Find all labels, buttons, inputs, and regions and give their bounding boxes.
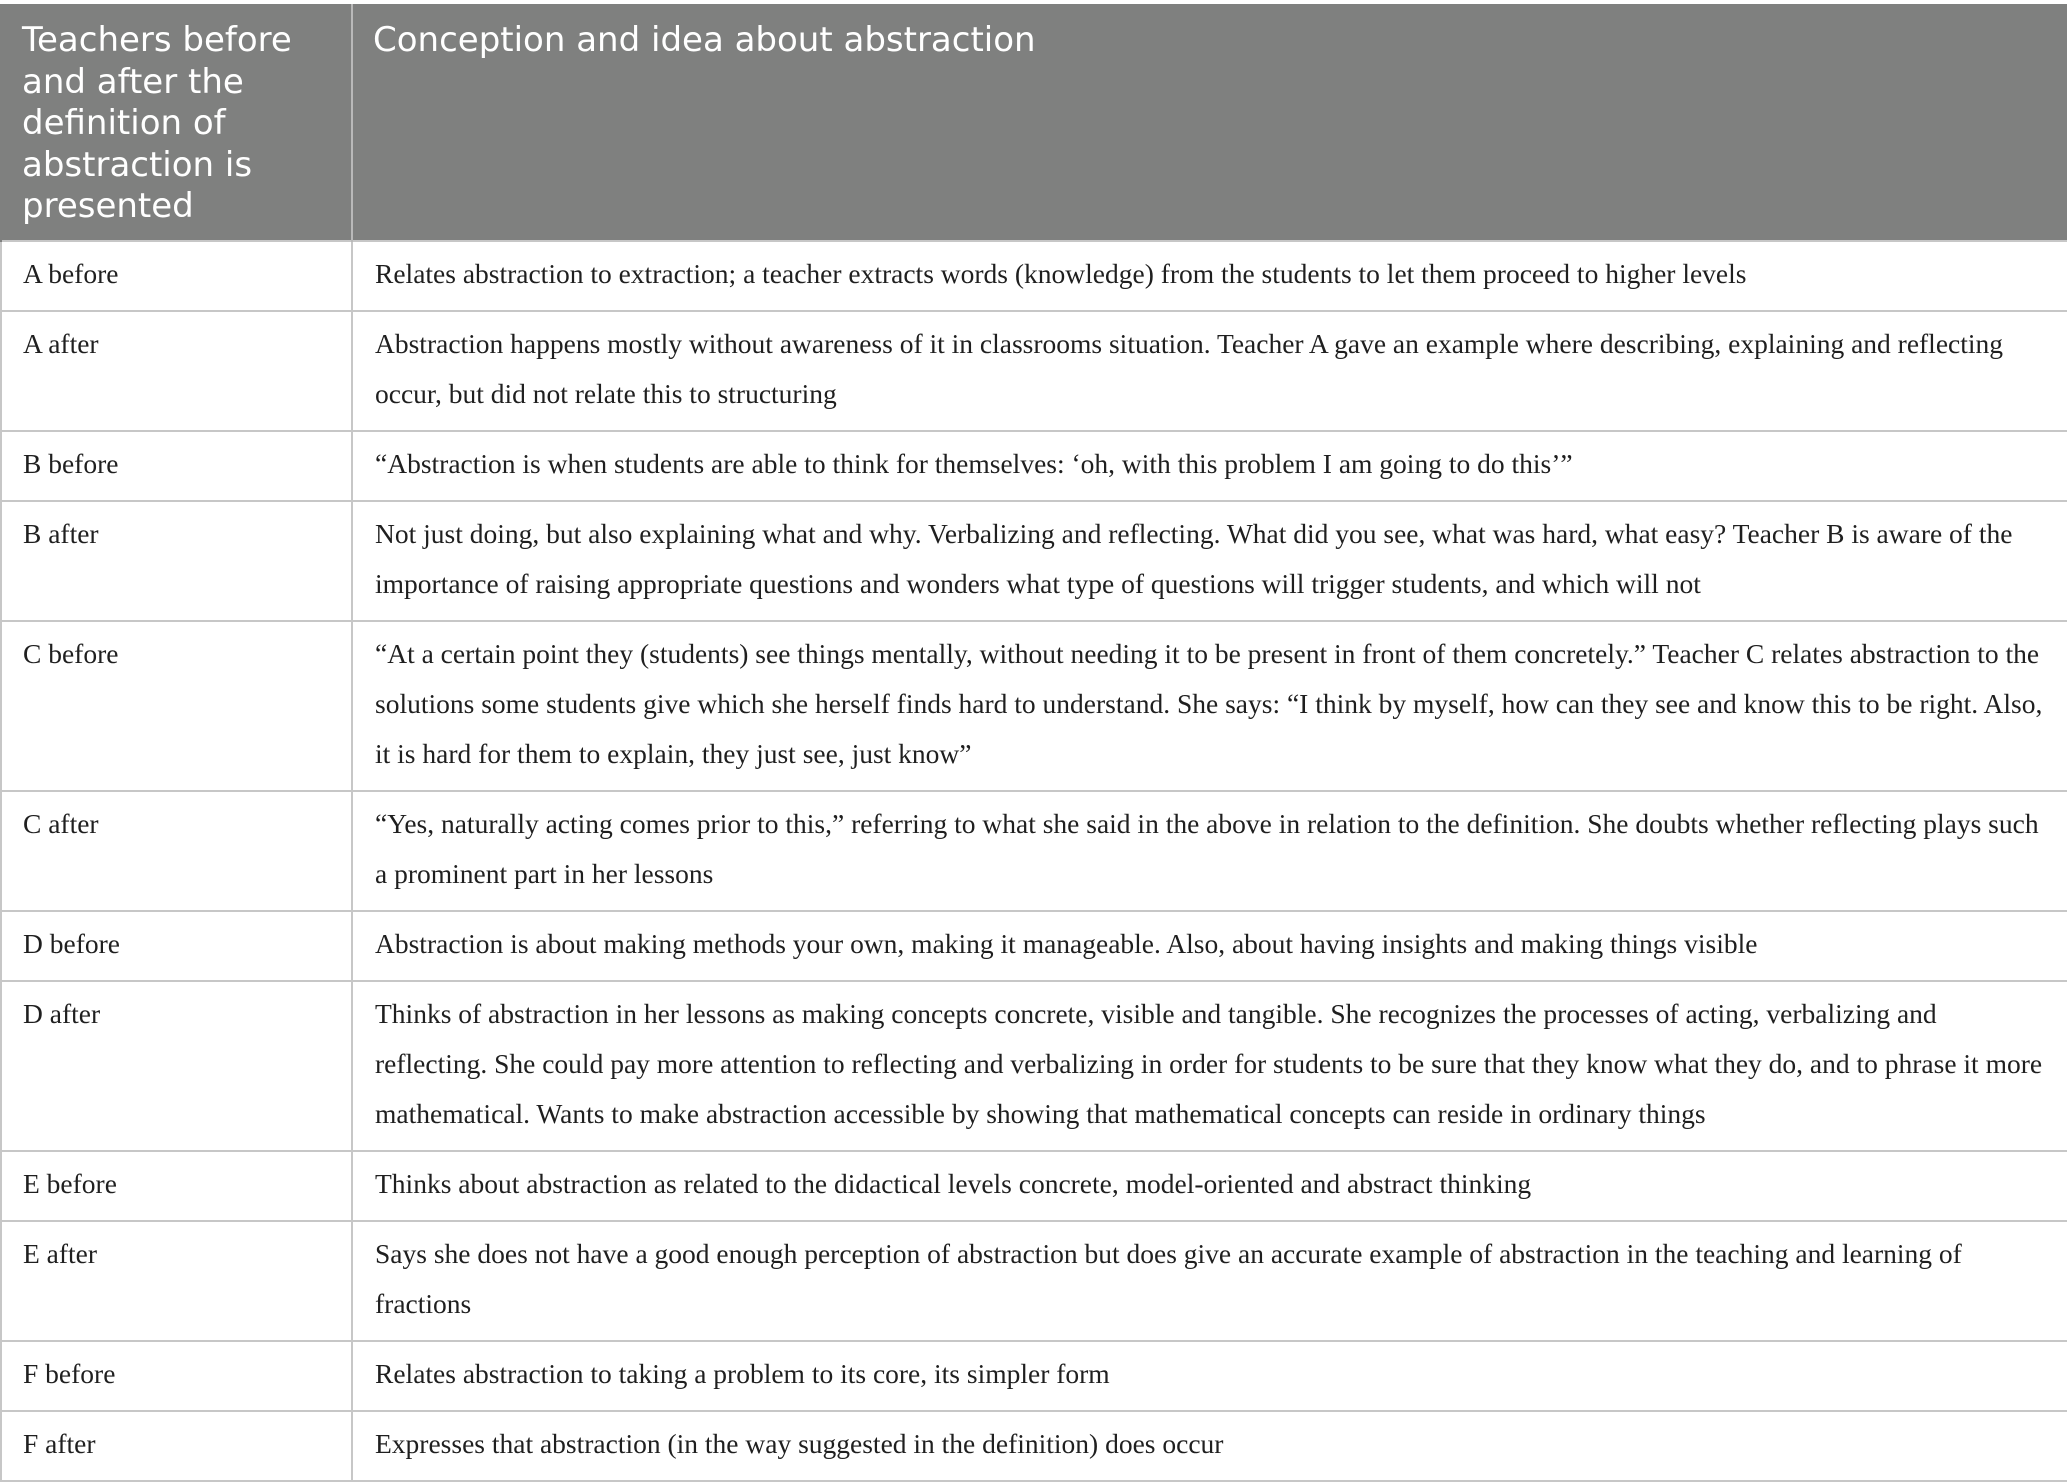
conception-cell: Abstraction happens mostly without awareness of it in classrooms situation. Teacher A gave an example where describing, explaining and reflecting occur, but did not relate this to structuring	[352, 311, 2067, 431]
teacher-cell: C after	[1, 791, 352, 911]
conception-cell: Expresses that abstraction (in the way suggested in the definition) does occur	[352, 1411, 2067, 1481]
teacher-cell: E after	[1, 1221, 352, 1341]
conception-cell: “Yes, naturally acting comes prior to this,” referring to what she said in the above in relation to the definition. She doubts whether reflecting plays such a prominent part in her lessons	[352, 791, 2067, 911]
teacher-cell: F before	[1, 1341, 352, 1411]
conception-cell: Thinks of abstraction in her lessons as making concepts concrete, visible and tangible. She recognizes the processes of acting, verbalizing and reflecting. She could pay more attention to reflecting and verbalizing in order for students to be sure that they know what they do, and to phrase it more mathematical. Wants to make abstraction accessible by showing that mathematical concepts can reside in ordinary things	[352, 981, 2067, 1151]
teacher-cell: D after	[1, 981, 352, 1151]
table-row	[1, 1341, 2067, 1411]
table-row	[1, 311, 2067, 431]
teacher-cell: D before	[1, 911, 352, 981]
table-row	[1, 911, 2067, 981]
header-row	[1, 4, 2067, 241]
teacher-conceptions-table	[0, 4, 2067, 1482]
conception-cell: “At a certain point they (students) see things mentally, without needing it to be present in front of them concretely.” Teacher C relates abstraction to the solutions some students give which she herself finds hard to understand. She says: “I think by myself, how can they see and know this to be right. Also, it is hard for them to explain, they just see, just know”	[352, 621, 2067, 791]
table-header	[1, 4, 2067, 241]
table-row	[1, 1151, 2067, 1221]
column-header-conception: Conception and idea about abstraction	[352, 4, 2067, 241]
conception-cell: Says she does not have a good enough perception of abstraction but does give an accurate example of abstraction in the teaching and learning of fractions	[352, 1221, 2067, 1341]
teacher-cell: B before	[1, 431, 352, 501]
teacher-cell: C before	[1, 621, 352, 791]
conception-cell: Not just doing, but also explaining what and why. Verbalizing and reflecting. What did you see, what was hard, what easy? Teacher B is aware of the importance of raising appropriate questions and wonders what type of questions will trigger students, and which will not	[352, 501, 2067, 621]
conception-cell: “Abstraction is when students are able to think for themselves: ‘oh, with this problem I am going to do this’”	[352, 431, 2067, 501]
table-row	[1, 1411, 2067, 1481]
table-row	[1, 981, 2067, 1151]
table-row	[1, 431, 2067, 501]
teacher-cell: A before	[1, 241, 352, 311]
teacher-cell: B after	[1, 501, 352, 621]
table-row	[1, 791, 2067, 911]
table-row	[1, 1221, 2067, 1341]
teacher-cell: E before	[1, 1151, 352, 1221]
column-header-teachers: Teachers before and after the definition of abstraction is presented	[1, 4, 352, 241]
teacher-cell: F after	[1, 1411, 352, 1481]
table-row	[1, 621, 2067, 791]
table-row	[1, 501, 2067, 621]
table-row	[1, 241, 2067, 311]
conception-cell: Relates abstraction to taking a problem to its core, its simpler form	[352, 1341, 2067, 1411]
table-body	[1, 241, 2067, 1481]
teacher-conceptions-table-container	[0, 4, 2067, 1482]
conception-cell: Abstraction is about making methods your own, making it manageable. Also, about having insights and making things visible	[352, 911, 2067, 981]
teacher-cell: A after	[1, 311, 352, 431]
conception-cell: Thinks about abstraction as related to the didactical levels concrete, model-oriented and abstract thinking	[352, 1151, 2067, 1221]
conception-cell: Relates abstraction to extraction; a teacher extracts words (knowledge) from the students to let them proceed to higher levels	[352, 241, 2067, 311]
